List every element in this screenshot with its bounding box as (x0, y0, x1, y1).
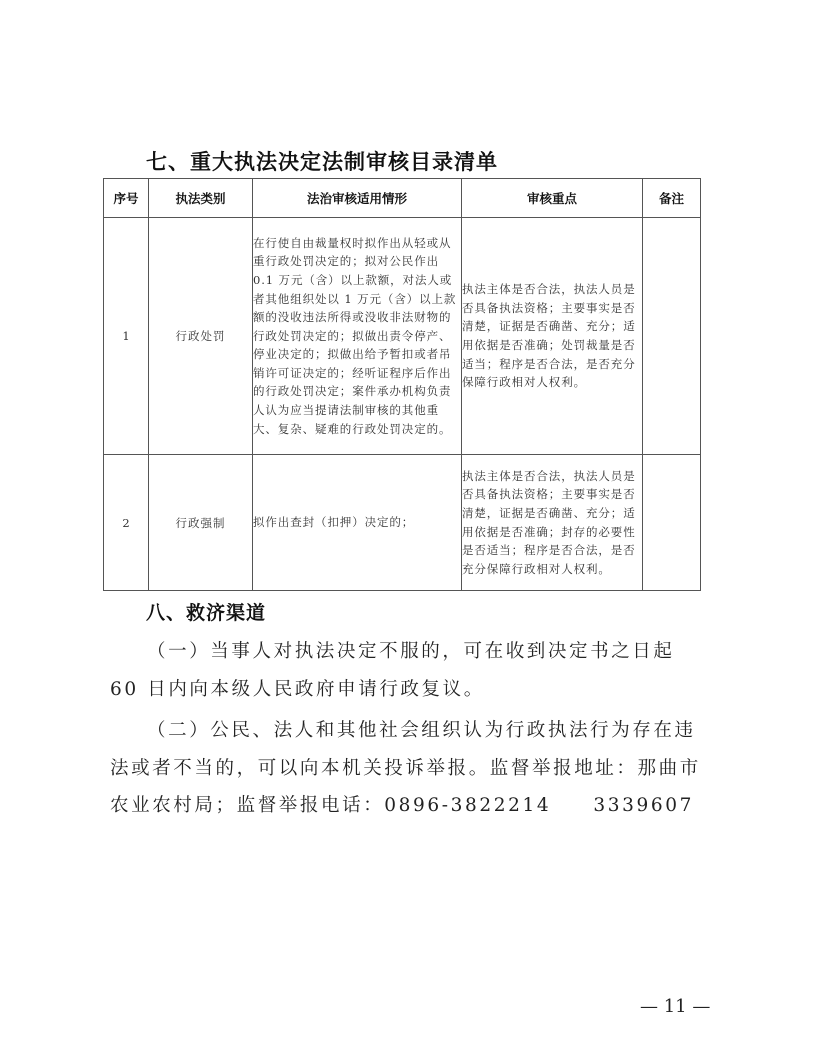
row-applicable-situation: 在行使自由裁量权时拟作出从轻或从重行政处罚决定的；拟对公民作出 0.1 万元（含）以上款额，对法人或者其他组织处以 1 万元（含）以上款额的没收违法所得或没收非法财物的行政处罚决定的；拟做出责令停产、停业决定的；拟做出给予暂扣或者吊销许可证决定的；经听证程序后作出的行政处罚决定；案件承办机构负责人认为应当提请法制审核的其他重大、复杂、疑难的行政处罚决定的。 (253, 218, 462, 455)
header-applicable-situation: 法治审核适用情形 (253, 179, 462, 218)
legal-review-catalog-table (103, 178, 701, 591)
table-row (104, 218, 701, 455)
header-enforcement-type: 执法类别 (149, 179, 253, 218)
row-serial: 1 (104, 218, 149, 455)
row-remarks (643, 218, 701, 455)
row-review-focus: 执法主体是否合法，执法人员是否具备执法资格；主要事实是否清楚，证据是否确凿、充分；适用依据是否准确；处罚裁量是否适当；程序是否合法，是否充分保障行政相对人权利。 (462, 218, 643, 455)
row-enforcement-type: 行政处罚 (149, 218, 253, 455)
row-remarks (643, 455, 701, 591)
header-serial: 序号 (104, 179, 149, 218)
paragraph-administrative-review: （一）当事人对执法决定不服的，可在收到决定书之日起 60 日内向本级人民政府申请行政复议。 (110, 641, 675, 700)
table-row (104, 455, 701, 591)
paragraph-complaint-report: （二）公民、法人和其他社会组织认为行政执法行为存在违法或者不当的，可以向本机关投诉举报。监督举报地址：那曲市农业农村局；监督举报电话：0896-3822214 3339607 (110, 720, 701, 816)
row-applicable-situation: 拟作出查封（扣押）决定的； (253, 455, 462, 591)
table-header-row (104, 179, 701, 218)
section-8-title: 八、救济渠道 (146, 602, 267, 624)
section-7-title: 七、重大执法决定法制审核目录清单 (146, 150, 498, 174)
header-remarks: 备注 (643, 179, 701, 218)
row-serial: 2 (104, 455, 149, 591)
row-review-focus: 执法主体是否合法，执法人员是否具备执法资格；主要事实是否清楚，证据是否确凿、充分；适用依据是否准确；封存的必要性是否适当；程序是否合法，是否充分保障行政相对人权利。 (462, 455, 643, 591)
header-review-focus: 审核重点 (462, 179, 643, 218)
page-number: — 11 — (640, 996, 711, 1017)
row-enforcement-type: 行政强制 (149, 455, 253, 591)
